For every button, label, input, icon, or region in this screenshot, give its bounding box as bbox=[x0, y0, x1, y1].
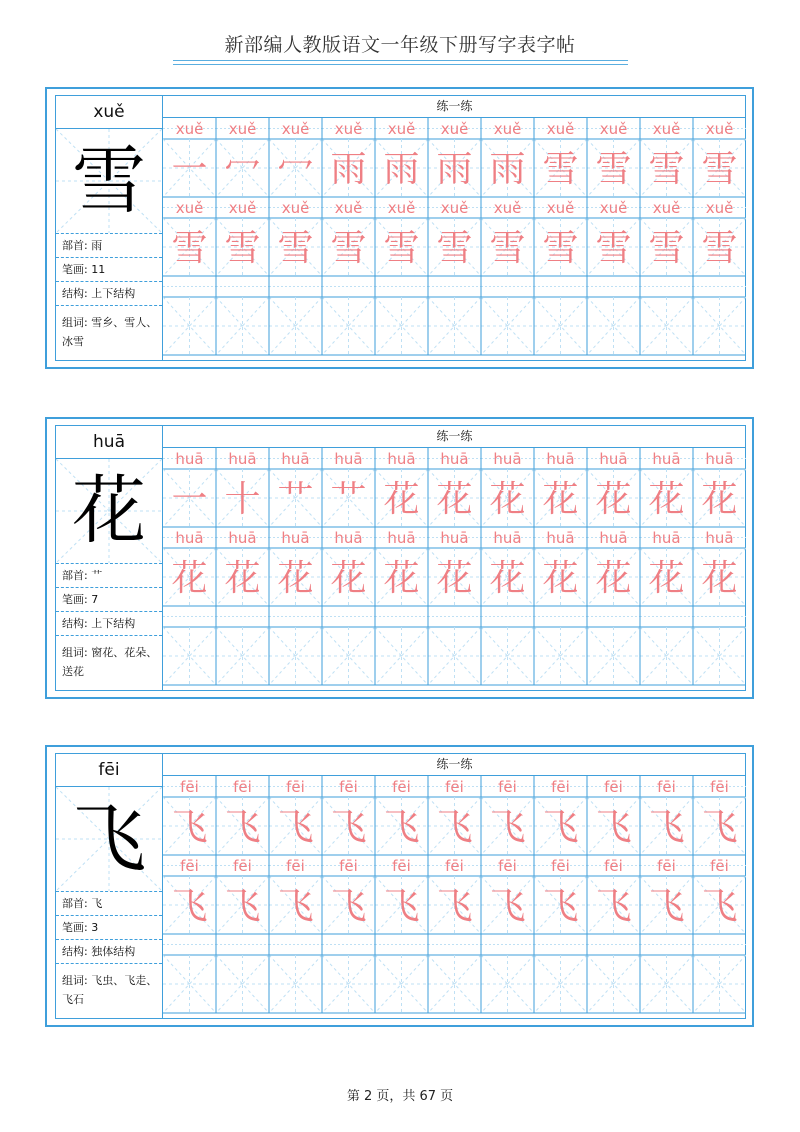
trace-pinyin: fēi bbox=[180, 857, 199, 875]
trace-pinyin: xuě bbox=[281, 199, 310, 217]
trace-character[interactable]: 花 bbox=[330, 558, 367, 599]
trace-pinyin: huā bbox=[387, 529, 416, 547]
trace-character[interactable]: 花 bbox=[224, 558, 261, 599]
strokes-label: 笔画: bbox=[62, 921, 92, 934]
trace-pinyin: fēi bbox=[233, 778, 252, 796]
practice-grid bbox=[163, 776, 746, 1018]
practice-grid bbox=[163, 448, 746, 690]
trace-character[interactable]: 雪 bbox=[436, 228, 473, 269]
card-inner-frame bbox=[55, 753, 746, 1019]
trace-character[interactable]: 雪 bbox=[277, 228, 314, 269]
strokes-label: 笔画: bbox=[62, 263, 92, 276]
trace-character[interactable]: 飞 bbox=[277, 807, 314, 848]
trace-pinyin: fēi bbox=[710, 857, 729, 875]
strokes-row bbox=[56, 587, 162, 611]
trace-character[interactable]: 飞 bbox=[595, 886, 632, 927]
words-value: 雪乡、雪人、冰雪 bbox=[62, 316, 158, 348]
character-info-panel bbox=[56, 96, 163, 360]
trace-pinyin: fēi bbox=[551, 857, 570, 875]
trace-character[interactable]: 冖 bbox=[224, 149, 261, 190]
trace-character[interactable]: 飞 bbox=[383, 886, 420, 927]
trace-pinyin: fēi bbox=[180, 778, 199, 796]
trace-pinyin: xuě bbox=[652, 199, 681, 217]
character-model-box bbox=[56, 129, 162, 233]
trace-character[interactable]: 花 bbox=[277, 558, 314, 599]
trace-pinyin: huā bbox=[387, 450, 416, 468]
trace-pinyin: huā bbox=[652, 450, 681, 468]
trace-character[interactable]: 雨 bbox=[489, 149, 526, 190]
character-model-box bbox=[56, 787, 162, 891]
trace-pinyin: fēi bbox=[710, 778, 729, 796]
trace-character[interactable]: 十 bbox=[224, 479, 261, 520]
trace-pinyin: xuě bbox=[705, 199, 734, 217]
character-model-box bbox=[56, 459, 162, 563]
character-pinyin: xuě bbox=[56, 96, 162, 129]
trace-pinyin: huā bbox=[493, 450, 522, 468]
trace-character[interactable]: 飞 bbox=[171, 807, 208, 848]
trace-pinyin: xuě bbox=[387, 120, 416, 138]
trace-character[interactable]: 花 bbox=[701, 479, 738, 520]
trace-pinyin: fēi bbox=[233, 857, 252, 875]
practice-header: 练一练 bbox=[163, 96, 746, 118]
practice-grid bbox=[163, 118, 746, 360]
structure-row bbox=[56, 611, 162, 635]
trace-character[interactable]: 飞 bbox=[224, 886, 261, 927]
trace-character[interactable]: 花 bbox=[436, 479, 473, 520]
radical-row bbox=[56, 891, 162, 915]
trace-pinyin: xuě bbox=[387, 199, 416, 217]
strokes-label: 笔画: bbox=[62, 593, 92, 606]
trace-pinyin: fēi bbox=[604, 778, 623, 796]
trace-pinyin: fēi bbox=[286, 778, 305, 796]
trace-pinyin: fēi bbox=[551, 778, 570, 796]
trace-character[interactable]: 花 bbox=[595, 479, 632, 520]
trace-character[interactable]: 飞 bbox=[542, 886, 579, 927]
strokes-value: 3 bbox=[91, 921, 99, 934]
character-info-panel bbox=[56, 426, 163, 690]
trace-pinyin: xuě bbox=[281, 120, 310, 138]
strokes-value: 11 bbox=[91, 263, 106, 276]
trace-character[interactable]: 花 bbox=[383, 558, 420, 599]
trace-pinyin: huā bbox=[493, 529, 522, 547]
trace-character[interactable]: 花 bbox=[489, 558, 526, 599]
trace-pinyin: xuě bbox=[334, 199, 363, 217]
radical-label: 部首: bbox=[62, 239, 92, 252]
trace-pinyin: xuě bbox=[175, 120, 204, 138]
trace-character[interactable]: 雪 bbox=[648, 228, 685, 269]
structure-label: 结构: bbox=[62, 617, 92, 630]
trace-pinyin: fēi bbox=[339, 778, 358, 796]
trace-character[interactable]: 飞 bbox=[542, 807, 579, 848]
trace-character[interactable]: 花 bbox=[171, 558, 208, 599]
trace-character[interactable]: 花 bbox=[595, 558, 632, 599]
trace-character[interactable]: 雪 bbox=[489, 228, 526, 269]
character-info-panel bbox=[56, 754, 163, 1018]
trace-pinyin: xuě bbox=[228, 120, 257, 138]
trace-character[interactable]: 飞 bbox=[701, 807, 738, 848]
trace-pinyin: huā bbox=[440, 450, 469, 468]
character-pinyin: fēi bbox=[56, 754, 162, 787]
trace-pinyin: xuě bbox=[175, 199, 204, 217]
character-pinyin: huā bbox=[56, 426, 162, 459]
trace-pinyin: huā bbox=[334, 529, 363, 547]
trace-character[interactable]: 雪 bbox=[330, 228, 367, 269]
trace-character[interactable]: 飞 bbox=[277, 886, 314, 927]
trace-character[interactable]: 雪 bbox=[595, 228, 632, 269]
trace-character[interactable]: 雪 bbox=[224, 228, 261, 269]
radical-label: 部首: bbox=[62, 897, 92, 910]
trace-pinyin: fēi bbox=[657, 778, 676, 796]
trace-character[interactable]: 雪 bbox=[542, 228, 579, 269]
page-footer: 第 2 页，共 67 页 bbox=[346, 1089, 454, 1104]
radical-value: 雨 bbox=[91, 239, 103, 252]
trace-character[interactable]: 花 bbox=[383, 479, 420, 520]
words-row bbox=[56, 635, 162, 690]
trace-pinyin: xuě bbox=[546, 120, 575, 138]
trace-pinyin: huā bbox=[546, 529, 575, 547]
trace-pinyin: huā bbox=[705, 450, 734, 468]
trace-character[interactable]: 飞 bbox=[648, 886, 685, 927]
trace-character[interactable]: 花 bbox=[701, 558, 738, 599]
trace-character[interactable]: 雪 bbox=[701, 149, 738, 190]
strokes-row bbox=[56, 915, 162, 939]
trace-character[interactable]: 雨 bbox=[436, 149, 473, 190]
trace-character[interactable]: 一 bbox=[171, 479, 208, 520]
trace-pinyin: huā bbox=[228, 529, 257, 547]
trace-character[interactable]: 艹 bbox=[330, 479, 367, 520]
radical-value: 艹 bbox=[91, 569, 103, 582]
card-inner-frame bbox=[55, 95, 746, 361]
trace-pinyin: fēi bbox=[657, 857, 676, 875]
structure-value: 独体结构 bbox=[91, 945, 136, 958]
model-character: 飞 bbox=[72, 796, 146, 882]
trace-pinyin: huā bbox=[599, 450, 628, 468]
trace-pinyin: huā bbox=[175, 529, 204, 547]
trace-pinyin: xuě bbox=[705, 120, 734, 138]
trace-pinyin: huā bbox=[281, 529, 310, 547]
words-label: 组词: bbox=[62, 646, 92, 659]
trace-pinyin: huā bbox=[281, 450, 310, 468]
radical-row bbox=[56, 563, 162, 587]
trace-pinyin: fēi bbox=[392, 857, 411, 875]
trace-pinyin: huā bbox=[705, 529, 734, 547]
trace-character[interactable]: 雪 bbox=[383, 228, 420, 269]
trace-pinyin: xuě bbox=[493, 199, 522, 217]
radical-label: 部首: bbox=[62, 569, 92, 582]
trace-pinyin: xuě bbox=[440, 120, 469, 138]
character-card-2 bbox=[45, 417, 754, 699]
trace-character[interactable]: 飞 bbox=[489, 807, 526, 848]
trace-pinyin: huā bbox=[440, 529, 469, 547]
title-underline bbox=[173, 60, 628, 61]
trace-character[interactable]: 花 bbox=[542, 479, 579, 520]
trace-pinyin: huā bbox=[546, 450, 575, 468]
trace-character[interactable]: 飞 bbox=[171, 886, 208, 927]
trace-pinyin: fēi bbox=[498, 857, 517, 875]
character-card-3 bbox=[45, 745, 754, 1027]
trace-character[interactable]: 雪 bbox=[648, 149, 685, 190]
trace-pinyin: fēi bbox=[445, 778, 464, 796]
trace-pinyin: xuě bbox=[334, 120, 363, 138]
practice-header: 练一练 bbox=[163, 426, 746, 448]
trace-pinyin: huā bbox=[334, 450, 363, 468]
trace-character[interactable]: 一 bbox=[171, 149, 208, 190]
trace-pinyin: xuě bbox=[440, 199, 469, 217]
page-title: 新部编人教版语文一年级下册写字表字帖 bbox=[224, 34, 576, 56]
trace-character[interactable]: 飞 bbox=[701, 886, 738, 927]
strokes-row bbox=[56, 257, 162, 281]
structure-value: 上下结构 bbox=[91, 617, 136, 630]
trace-pinyin: huā bbox=[228, 450, 257, 468]
practice-area bbox=[163, 426, 746, 690]
trace-character[interactable]: 冖 bbox=[277, 149, 314, 190]
trace-pinyin: fēi bbox=[392, 778, 411, 796]
structure-value: 上下结构 bbox=[91, 287, 136, 300]
character-card-1 bbox=[45, 87, 754, 369]
trace-character[interactable]: 飞 bbox=[330, 807, 367, 848]
trace-character[interactable]: 雪 bbox=[171, 228, 208, 269]
words-value: 窗花、花朵、送花 bbox=[62, 646, 158, 678]
trace-character[interactable]: 雨 bbox=[383, 149, 420, 190]
trace-character[interactable]: 飞 bbox=[383, 807, 420, 848]
model-character: 花 bbox=[72, 468, 146, 554]
model-character: 雪 bbox=[72, 138, 146, 224]
trace-character[interactable]: 雪 bbox=[595, 149, 632, 190]
trace-pinyin: fēi bbox=[339, 857, 358, 875]
card-inner-frame bbox=[55, 425, 746, 691]
trace-character[interactable]: 花 bbox=[436, 558, 473, 599]
trace-pinyin: xuě bbox=[599, 199, 628, 217]
trace-character[interactable]: 飞 bbox=[224, 807, 261, 848]
trace-character[interactable]: 雪 bbox=[542, 149, 579, 190]
structure-label: 结构: bbox=[62, 945, 92, 958]
trace-character[interactable]: 艹 bbox=[277, 479, 314, 520]
radical-value: 飞 bbox=[91, 897, 103, 910]
structure-row bbox=[56, 939, 162, 963]
trace-pinyin: xuě bbox=[546, 199, 575, 217]
trace-character[interactable]: 飞 bbox=[436, 807, 473, 848]
trace-character[interactable]: 花 bbox=[542, 558, 579, 599]
structure-row bbox=[56, 281, 162, 305]
trace-character[interactable]: 花 bbox=[648, 558, 685, 599]
trace-pinyin: huā bbox=[599, 529, 628, 547]
practice-area bbox=[163, 754, 746, 1018]
trace-pinyin: xuě bbox=[652, 120, 681, 138]
trace-character[interactable]: 飞 bbox=[489, 886, 526, 927]
words-value: 飞虫、飞走、飞石 bbox=[62, 974, 158, 1006]
words-row bbox=[56, 305, 162, 360]
trace-pinyin: xuě bbox=[228, 199, 257, 217]
practice-area bbox=[163, 96, 746, 360]
words-label: 组词: bbox=[62, 316, 92, 329]
trace-character[interactable]: 飞 bbox=[330, 886, 367, 927]
trace-pinyin: xuě bbox=[599, 120, 628, 138]
trace-pinyin: fēi bbox=[498, 778, 517, 796]
trace-character[interactable]: 花 bbox=[489, 479, 526, 520]
words-row bbox=[56, 963, 162, 1018]
practice-header: 练一练 bbox=[163, 754, 746, 776]
trace-character[interactable]: 飞 bbox=[648, 807, 685, 848]
trace-character[interactable]: 飞 bbox=[595, 807, 632, 848]
radical-row bbox=[56, 233, 162, 257]
trace-pinyin: xuě bbox=[493, 120, 522, 138]
trace-character[interactable]: 雨 bbox=[330, 149, 367, 190]
trace-pinyin: huā bbox=[652, 529, 681, 547]
trace-character[interactable]: 花 bbox=[648, 479, 685, 520]
structure-label: 结构: bbox=[62, 287, 92, 300]
trace-pinyin: fēi bbox=[604, 857, 623, 875]
words-label: 组词: bbox=[62, 974, 92, 987]
trace-pinyin: fēi bbox=[445, 857, 464, 875]
trace-pinyin: huā bbox=[175, 450, 204, 468]
trace-character[interactable]: 雪 bbox=[701, 228, 738, 269]
title-underline-second bbox=[173, 64, 628, 65]
trace-pinyin: fēi bbox=[286, 857, 305, 875]
trace-character[interactable]: 飞 bbox=[436, 886, 473, 927]
strokes-value: 7 bbox=[91, 593, 99, 606]
